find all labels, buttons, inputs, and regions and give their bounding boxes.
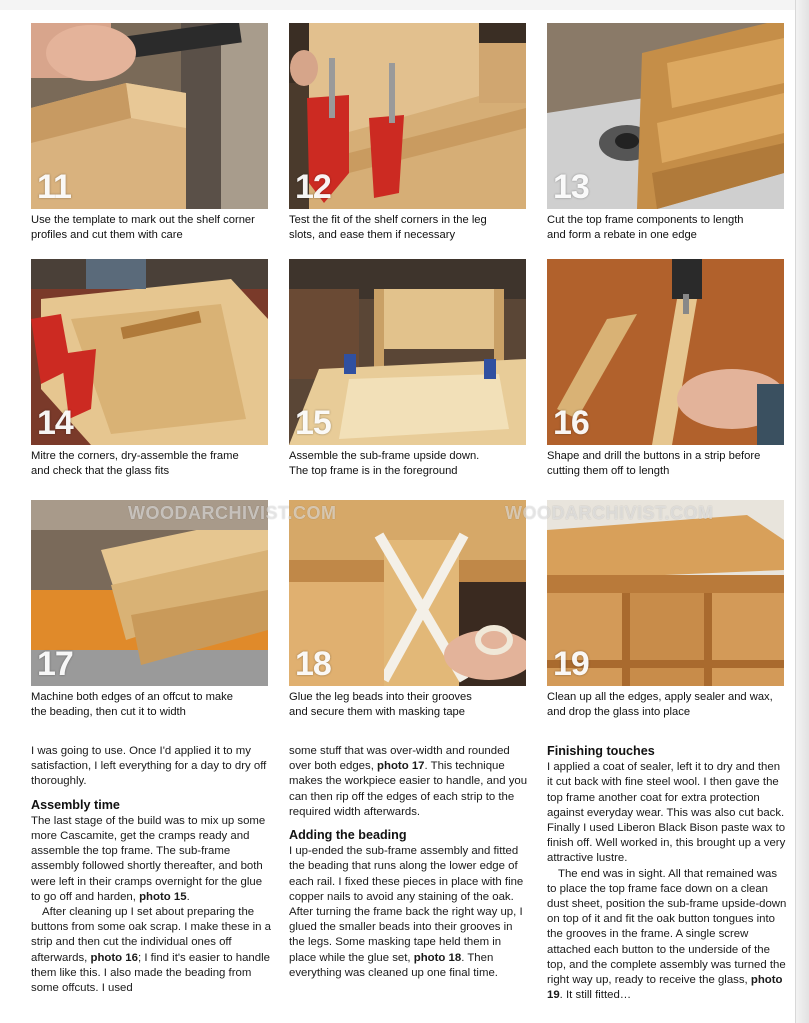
- text-run: After cleaning up I set about preparing the buttons from some oak scrap. I make these in a strip and then cut the individual ones off afterwards,: [31, 906, 271, 964]
- text-column-2: [289, 744, 529, 981]
- page-edge: [795, 0, 809, 1023]
- caption-line: Clean up all the edges, apply sealer and wax,: [547, 691, 773, 703]
- paragraph: [31, 814, 271, 905]
- photo-number: 12: [295, 168, 331, 206]
- photo-number: 14: [37, 404, 73, 442]
- caption-line: Shape and drill the buttons in a strip before: [547, 450, 761, 462]
- step-19: [547, 500, 784, 720]
- photo-reference: photo 15: [139, 890, 187, 903]
- photo-15: [289, 259, 526, 445]
- text-run: . This technique makes the workpiece easier to handle, and you can then rip off the edges of each strip to the required width afterwards.: [289, 760, 528, 818]
- step-16: [547, 259, 784, 479]
- step-18: [289, 500, 526, 720]
- text-run: I up-ended the sub-frame assembly and fitted the beading that runs along the lower edge of each rail. I fixed these pieces in place with fine copper nails to avoid any staining of the oak. After turning the frame back the right way up, I glued the smaller beads into their grooves in the legs. Some masking tape held them in place while the glue set,: [289, 845, 524, 964]
- caption-line: Glue the leg beads into their grooves: [289, 691, 472, 703]
- caption-line: Test the fit of the shelf corners in the leg: [289, 214, 487, 226]
- caption-line: and check that the glass fits: [31, 465, 170, 477]
- text-run: The last stage of the build was to mix up some more Cascamite, get the cramps ready and assemble the top frame. The sub-frame assembly followed shortly thereafter, and both were left in their cramps overnight for the glue to go off and harden,: [31, 814, 266, 903]
- caption-line: Machine both edges of an offcut to make: [31, 691, 233, 703]
- section-heading-assembly: Assembly time: [31, 797, 120, 812]
- step-13: [547, 23, 784, 243]
- photo-reference: photo 18: [413, 951, 462, 964]
- section-heading-beading: Adding the beading: [289, 828, 407, 843]
- photo-caption: [31, 449, 271, 479]
- photo-reference: photo 16: [90, 951, 138, 964]
- caption-line: Mitre the corners, dry-assemble the frame: [31, 450, 239, 462]
- watermark: WOODARCHIVIST.COM: [128, 503, 337, 523]
- text-run: ; I find it's easier to handle them like this. I also made the beading from some offcuts. I used: [31, 951, 270, 995]
- caption-line: Assemble the sub-frame upside down.: [289, 450, 480, 462]
- text-run: some stuff that was over-width and rounded over both edges,: [289, 745, 510, 773]
- photo-17: [31, 500, 268, 686]
- photo-14: [31, 259, 268, 445]
- caption-line: slots, and ease them if necessary: [289, 229, 456, 241]
- paragraph: [547, 867, 787, 1004]
- paragraph: I applied a coat of sealer, left it to dry and then it cut back with fine steel wool. I then gave the top frame another coat for extra protection against everyday wear. This was also cut back. Finally I used Liberon Black Bison paste wax to finish off. Well worked in, this brought up a very attractive lustre.: [547, 761, 786, 865]
- photo-number: 13: [553, 168, 589, 206]
- page-top-strip: [0, 0, 809, 10]
- photo-12: [289, 23, 526, 209]
- photo-number: 15: [295, 404, 331, 442]
- photo-11: [31, 23, 268, 209]
- photo-number: 18: [295, 645, 331, 683]
- step-14: [31, 259, 268, 479]
- photo-19: [547, 500, 784, 686]
- caption-line: Use the template to mark out the shelf corner: [31, 214, 255, 226]
- photo-caption: [547, 449, 787, 479]
- caption-line: and drop the glass into place: [547, 706, 691, 718]
- paragraph: [289, 744, 529, 820]
- step-11: [31, 23, 268, 243]
- photo-13: [547, 23, 784, 209]
- step-15: [289, 259, 526, 479]
- paragraph: I was going to use. Once I'd applied it to my satisfaction, I left everything for a day to dry off thoroughly.: [31, 745, 267, 788]
- paragraph: [31, 905, 271, 996]
- photo-caption: [31, 690, 271, 720]
- photo-number: 11: [37, 168, 71, 206]
- step-17: [31, 500, 268, 720]
- photo-reference: photo 17: [377, 760, 425, 773]
- text-run: . It still fitted…: [559, 989, 632, 1002]
- photo-caption: [289, 449, 529, 479]
- caption-line: profiles and cut them with care: [31, 229, 183, 241]
- text-run: The end was in sight. All that remained was to place the top frame face down on a clean dust sheet, position the sub-frame upside-down on top of it and fit the oak button tongues into the grooves in the frame. A single screw attached each button to the underside of the top, and the complete assembly was turned the right way up, ready to receive the glass,: [547, 867, 787, 987]
- caption-line: cutting them off to length: [547, 465, 670, 477]
- photo-16: [547, 259, 784, 445]
- photo-number: 19: [553, 645, 589, 683]
- photo-reference: photo 19: [547, 974, 783, 1002]
- paragraph: [289, 844, 529, 981]
- text-run: . Then everything was cleaned up one final time.: [289, 951, 498, 979]
- photo-caption: [547, 213, 787, 243]
- photo-number: 16: [553, 404, 589, 442]
- photo-caption: [289, 213, 529, 243]
- section-heading-finishing: Finishing touches: [547, 744, 655, 758]
- photo-caption: [289, 690, 529, 720]
- text-run: .: [186, 890, 190, 903]
- text-column-3: [547, 744, 787, 1003]
- caption-line: the beading, then cut it to width: [31, 706, 186, 718]
- text-column-1: [31, 744, 271, 996]
- step-12: [289, 23, 526, 243]
- caption-line: The top frame is in the foreground: [289, 465, 458, 477]
- caption-line: Cut the top frame components to length: [547, 214, 744, 226]
- photo-number: 17: [37, 645, 73, 683]
- photo-caption: [31, 213, 271, 243]
- photo-18: [289, 500, 526, 686]
- caption-line: and form a rebate in one edge: [547, 229, 697, 241]
- caption-line: and secure them with masking tape: [289, 706, 465, 718]
- photo-caption: [547, 690, 787, 720]
- watermark: WOODARCHIVIST.COM: [505, 503, 714, 523]
